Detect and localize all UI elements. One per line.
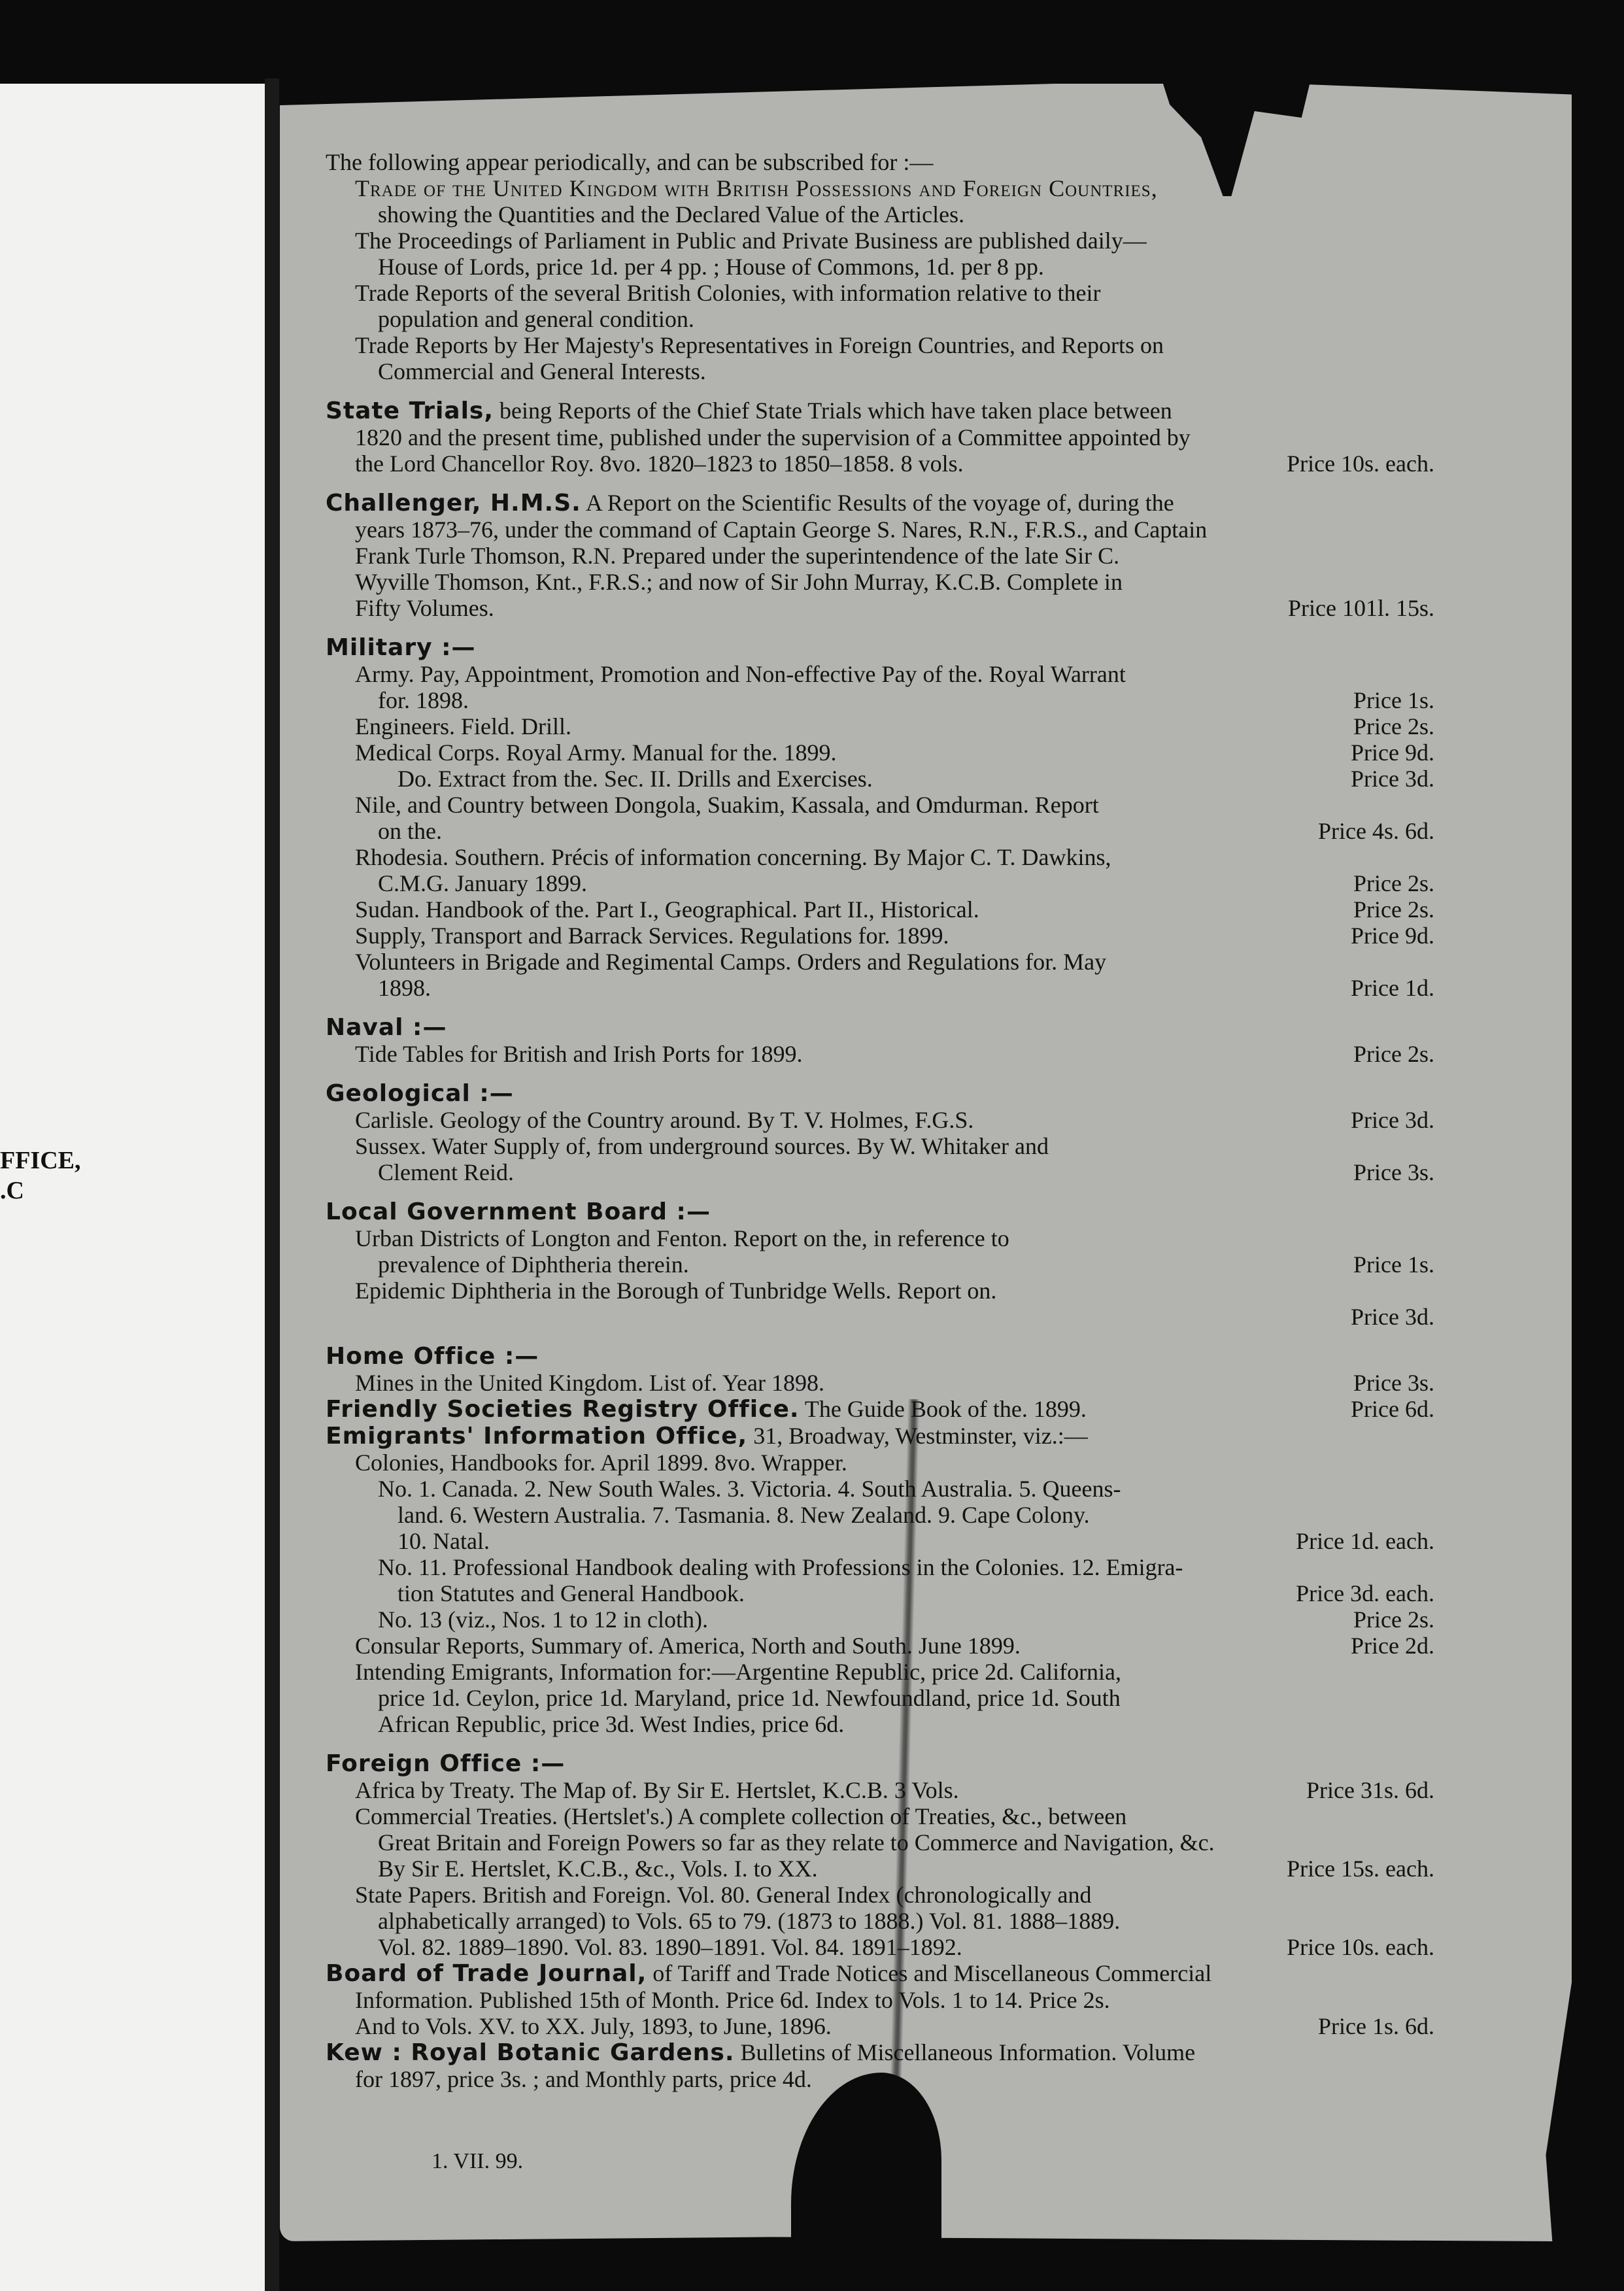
entry-text: State Papers. British and Foreign. Vol. 80. General Index (chronologically and	[355, 1882, 1092, 1908]
entry-line	[326, 543, 1434, 569]
entry-line	[326, 569, 1434, 595]
section-gap	[326, 1185, 1434, 1198]
entry-line	[326, 1633, 1434, 1659]
entry-line	[326, 818, 1434, 844]
entry-line	[326, 228, 1434, 254]
section-heading: Friendly Societies Registry Office.	[326, 1396, 800, 1423]
price-label: Price 2s.	[1353, 870, 1434, 896]
entry-line	[326, 280, 1434, 306]
entry-line	[326, 2066, 1434, 2092]
price-label: Price 9d.	[1351, 923, 1434, 949]
entry-text: Supply, Transport and Barrack Services. Regulations for. 1899.	[355, 923, 949, 949]
entry-text: Tide Tables for British and Irish Ports for 1899.	[355, 1041, 803, 1067]
entry-line	[326, 870, 1434, 896]
entry-line	[326, 1502, 1434, 1528]
entry-line	[326, 1251, 1434, 1278]
entry-text: Africa by Treaty. The Map of. By Sir E. Hertslet, K.C.B. 3 Vols.	[355, 1777, 959, 1803]
entry-line	[326, 1908, 1434, 1934]
entry-line	[326, 1882, 1434, 1908]
entry-text: A Report on the Scientific Results of the voyage of, during the	[585, 490, 1174, 516]
price-label: Price 1s. 6d.	[1318, 2013, 1434, 2039]
entry-line	[326, 254, 1434, 280]
entry-line	[326, 1225, 1434, 1251]
section-gap	[326, 621, 1434, 634]
price-label: Price 3d.	[1351, 1304, 1434, 1330]
entry-text: House of Lords, price 1d. per 4 pp. ; House of Commons, 1d. per 8 pp.	[378, 254, 1044, 280]
entry-text: The Proceedings of Parliament in Public and Private Business are published daily—	[355, 228, 1147, 254]
section-heading-line	[326, 1198, 1434, 1225]
price-label: Price 3s.	[1353, 1159, 1434, 1185]
entry-line	[326, 949, 1434, 975]
price-label: Price 31s. 6d.	[1306, 1777, 1434, 1803]
price-label: Price 10s. each.	[1287, 1934, 1434, 1960]
section-heading-line	[326, 1080, 1434, 1107]
section-heading-line	[326, 1396, 1434, 1423]
entry-line	[326, 332, 1434, 358]
price-label: Price 3d. each.	[1296, 1580, 1434, 1606]
price-label: Price 9d.	[1351, 739, 1434, 766]
section-gap	[326, 1001, 1434, 1014]
entry-text: By Sir E. Hertslet, K.C.B., &c., Vols. I. to XX.	[378, 1856, 818, 1882]
entry-text: prevalence of Diphtheria therein.	[378, 1251, 689, 1278]
entry-line	[326, 1685, 1434, 1711]
entry-text: Sudan. Handbook of the. Part I., Geographical. Part II., Historical.	[355, 896, 979, 923]
section-heading-line	[326, 2039, 1434, 2066]
section-heading: Local Government Board :—	[326, 1198, 711, 1225]
entry-line	[326, 975, 1434, 1001]
book-spine-gutter	[265, 78, 279, 2291]
entry-text: population and general condition.	[378, 306, 694, 332]
price-label: Price 1s.	[1353, 687, 1434, 713]
price-label: Price 1s.	[1353, 1251, 1434, 1278]
price-label: Price 6d.	[1351, 1396, 1434, 1422]
entry-text: Intending Emigrants, Information for:—Argentine Republic, price 2d. California,	[355, 1659, 1122, 1685]
entry-line	[326, 1159, 1434, 1185]
entry-line	[326, 687, 1434, 713]
section-gap	[326, 1737, 1434, 1750]
section-heading-line	[326, 1750, 1434, 1777]
entry-text: Urban Districts of Longton and Fenton. Report on the, in reference to	[355, 1225, 1009, 1251]
entry-text: of Tariff and Trade Notices and Miscellaneous Commercial	[652, 1960, 1212, 1986]
entry-text: the Lord Chancellor Roy. 8vo. 1820–1823 to 1850–1858. 8 vols.	[355, 450, 964, 477]
entry-text: Commercial Treaties. (Hertslet's.) A complete collection of Treaties, &c., between	[355, 1803, 1127, 1829]
section-heading: Geological :—	[326, 1080, 514, 1107]
entry-text: The Guide Book of the. 1899.	[804, 1396, 1087, 1422]
left-edge-line-1: FFICE,	[0, 1147, 81, 1174]
section-heading: Board of Trade Journal,	[326, 1960, 647, 1987]
price-label: Price 1d.	[1351, 975, 1434, 1001]
entry-line	[326, 517, 1434, 543]
price-label: Price 15s. each.	[1287, 1856, 1434, 1882]
section-heading-line	[326, 1014, 1434, 1041]
entry-line	[326, 1554, 1434, 1580]
entry-text: Sussex. Water Supply of, from underground sources. By W. Whitaker and	[355, 1133, 1049, 1159]
entry-text: for 1897, price 3s. ; and Monthly parts, price 4d.	[355, 2066, 812, 2092]
entry-text: Fifty Volumes.	[355, 595, 494, 621]
entry-text: Carlisle. Geology of the Country around. By T. V. Holmes, F.G.S.	[355, 1107, 974, 1133]
entry-line	[326, 1711, 1434, 1737]
entry-line	[326, 844, 1434, 870]
page-footer	[431, 2148, 523, 2175]
price-label: Price 3d.	[1351, 1107, 1434, 1133]
entry-line	[326, 358, 1434, 384]
entry-text: And to Vols. XV. to XX. July, 1893, to June, 1896.	[355, 2013, 832, 2039]
entry-text: Colonies, Handbooks for. April 1899. 8vo. Wrapper.	[355, 1450, 847, 1476]
entry-line	[326, 1370, 1434, 1396]
entry-text: The following appear periodically, and can be subscribed for :—	[326, 149, 934, 175]
price-label: Price 2s.	[1353, 896, 1434, 923]
entry-text: Do. Extract from the. Sec. II. Drills and Exercises.	[398, 766, 873, 792]
entry-line	[326, 1606, 1434, 1633]
price-label: Price 1d. each.	[1296, 1528, 1434, 1554]
section-heading: State Trials,	[326, 398, 494, 424]
entry-line	[326, 1580, 1434, 1606]
entry-text: Volunteers in Brigade and Regimental Camps. Orders and Regulations for. May	[355, 949, 1107, 975]
price-label: Price 3d.	[1351, 766, 1434, 792]
price-label: Price 101l. 15s.	[1288, 595, 1434, 621]
section-heading-line	[326, 634, 1434, 661]
section-heading-line	[326, 1343, 1434, 1370]
entry-line	[326, 661, 1434, 687]
section-gap	[326, 477, 1434, 490]
entry-line	[326, 450, 1434, 477]
entry-text: Vol. 82. 1889–1890. Vol. 83. 1890–1891. Vol. 84. 1891–1892.	[378, 1934, 962, 1960]
price-label: Price 2d.	[1351, 1633, 1434, 1659]
section-heading: Emigrants' Information Office,	[326, 1423, 748, 1450]
entry-text: C.M.G. January 1899.	[378, 870, 587, 896]
entry-text: land. 6. Western Australia. 7. Tasmania. 8. New Zealand. 9. Cape Colony.	[398, 1502, 1090, 1528]
entry-text: Clement Reid.	[378, 1159, 514, 1185]
entry-text: for. 1898.	[378, 687, 469, 713]
entry-line	[326, 1041, 1434, 1067]
entry-line	[326, 1987, 1434, 2013]
price-label: Price 3s.	[1353, 1370, 1434, 1396]
entry-line	[326, 595, 1434, 621]
entry-line	[326, 424, 1434, 450]
entry-text: Epidemic Diphtheria in the Borough of Tunbridge Wells. Report on.	[355, 1278, 997, 1304]
entry-text: Trade Reports by Her Majesty's Representatives in Foreign Countries, and Reports on	[355, 332, 1164, 358]
section-heading: Home Office :—	[326, 1343, 539, 1370]
entry-text: being Reports of the Chief State Trials which have taken place between	[499, 398, 1172, 424]
entry-text: showing the Quantities and the Declared Value of the Articles.	[378, 201, 965, 228]
entry-text: Information. Published 15th of Month. Price 6d. Index to Vols. 1 to 14. Price 2s.	[355, 1987, 1110, 2013]
entry-line	[326, 1934, 1434, 1960]
entry-line	[326, 1659, 1434, 1685]
entry-text: Frank Turle Thomson, R.N. Prepared under the superintendence of the late Sir C.	[355, 543, 1120, 569]
entry-text: 1820 and the present time, published under the supervision of a Committee appointed by	[355, 424, 1191, 450]
entry-text: African Republic, price 3d. West Indies, price 6d.	[378, 1711, 845, 1737]
section-heading: Kew : Royal Botanic Gardens.	[326, 2039, 735, 2066]
section-heading-line	[326, 1960, 1434, 1987]
entry-line	[326, 1304, 1434, 1330]
entry-line	[326, 713, 1434, 739]
entry-line	[326, 149, 1434, 175]
entry-line	[326, 739, 1434, 766]
entry-line	[326, 1476, 1434, 1502]
entry-line	[326, 175, 1434, 201]
entry-text: alphabetically arranged) to Vols. 65 to 79. (1873 to 1888.) Vol. 81. 1888–1889.	[378, 1908, 1121, 1934]
entry-line	[326, 1829, 1434, 1856]
footer-code: 1. VII. 99.	[431, 2149, 524, 2173]
section-heading-line	[326, 490, 1434, 517]
entry-text: No. 1. Canada. 2. New South Wales. 3. Victoria. 4. South Australia. 5. Queens-	[378, 1476, 1121, 1502]
price-label: Price 2s.	[1353, 1606, 1434, 1633]
left-page-edge-text	[0, 1146, 81, 1206]
entry-text: Trade Reports of the several British Colonies, with information relative to their	[355, 280, 1101, 306]
entry-line	[326, 792, 1434, 818]
price-label: Price 10s. each.	[1287, 450, 1434, 477]
entry-text: Great Britain and Foreign Powers so far as they relate to Commerce and Navigation, &c.	[378, 1829, 1215, 1856]
entry-text: Wyville Thomson, Knt., F.R.S.; and now of Sir John Murray, K.C.B. Complete in	[355, 569, 1123, 595]
section-gap	[326, 384, 1434, 398]
section-heading: Naval :—	[326, 1014, 447, 1041]
section-gap	[326, 1067, 1434, 1080]
section-heading-line	[326, 398, 1434, 424]
section-heading: Military :—	[326, 634, 476, 661]
section-heading: Foreign Office :—	[326, 1750, 566, 1777]
entry-line	[326, 1856, 1434, 1882]
entry-line	[326, 2013, 1434, 2039]
entry-line	[326, 1777, 1434, 1803]
entry-text: Mines in the United Kingdom. List of. Year 1898.	[355, 1370, 824, 1396]
entry-line	[326, 923, 1434, 949]
entry-text: No. 13 (viz., Nos. 1 to 12 in cloth).	[378, 1606, 708, 1633]
entry-text: Army. Pay, Appointment, Promotion and Non-effective Pay of the. Royal Warrant	[355, 661, 1126, 687]
entry-text: Trade of the United Kingdom with British Possessions and Foreign Countries,	[355, 175, 1158, 201]
entry-line	[326, 1450, 1434, 1476]
entry-text: Medical Corps. Royal Army. Manual for the. 1899.	[355, 739, 837, 766]
entry-line	[326, 201, 1434, 228]
entry-text: Rhodesia. Southern. Précis of information concerning. By Major C. T. Dawkins,	[355, 844, 1111, 870]
left-edge-line-2: .C	[0, 1177, 24, 1204]
entry-text: Commercial and General Interests.	[378, 358, 706, 384]
entry-line	[326, 1803, 1434, 1829]
price-label: Price 2s.	[1353, 1041, 1434, 1067]
entry-line	[326, 306, 1434, 332]
entry-text: 1898.	[378, 975, 431, 1001]
entry-line	[326, 896, 1434, 923]
entry-text: Nile, and Country between Dongola, Suakim, Kassala, and Omdurman. Report	[355, 792, 1099, 818]
entry-line	[326, 766, 1434, 792]
catalogue-text	[326, 149, 1434, 2092]
entry-text: on the.	[378, 818, 442, 844]
entry-line	[326, 1278, 1434, 1304]
entry-text: 10. Natal.	[398, 1528, 490, 1554]
entry-text: Bulletins of Miscellaneous Information. Volume	[740, 2039, 1196, 2065]
entry-line	[326, 1107, 1434, 1133]
entry-text: No. 11. Professional Handbook dealing with Professions in the Colonies. 12. Emigra-	[378, 1554, 1183, 1580]
entry-line	[326, 1528, 1434, 1554]
section-heading-line	[326, 1423, 1434, 1450]
section-heading: Challenger, H.M.S.	[326, 490, 581, 517]
entry-text: Consular Reports, Summary of. America, North and South. June 1899.	[355, 1633, 1021, 1659]
entry-text: years 1873–76, under the command of Captain George S. Nares, R.N., F.R.S., and Captain	[355, 517, 1208, 543]
price-label: Price 2s.	[1353, 713, 1434, 739]
section-gap	[326, 1330, 1434, 1343]
price-label: Price 4s. 6d.	[1318, 818, 1434, 844]
entry-line	[326, 1133, 1434, 1159]
entry-text: tion Statutes and General Handbook.	[398, 1580, 745, 1606]
entry-text: price 1d. Ceylon, price 1d. Maryland, price 1d. Newfoundland, price 1d. South	[378, 1685, 1121, 1711]
entry-text: 31, Broadway, Westminster, viz.:—	[753, 1423, 1088, 1449]
entry-text: Engineers. Field. Drill.	[355, 713, 571, 739]
